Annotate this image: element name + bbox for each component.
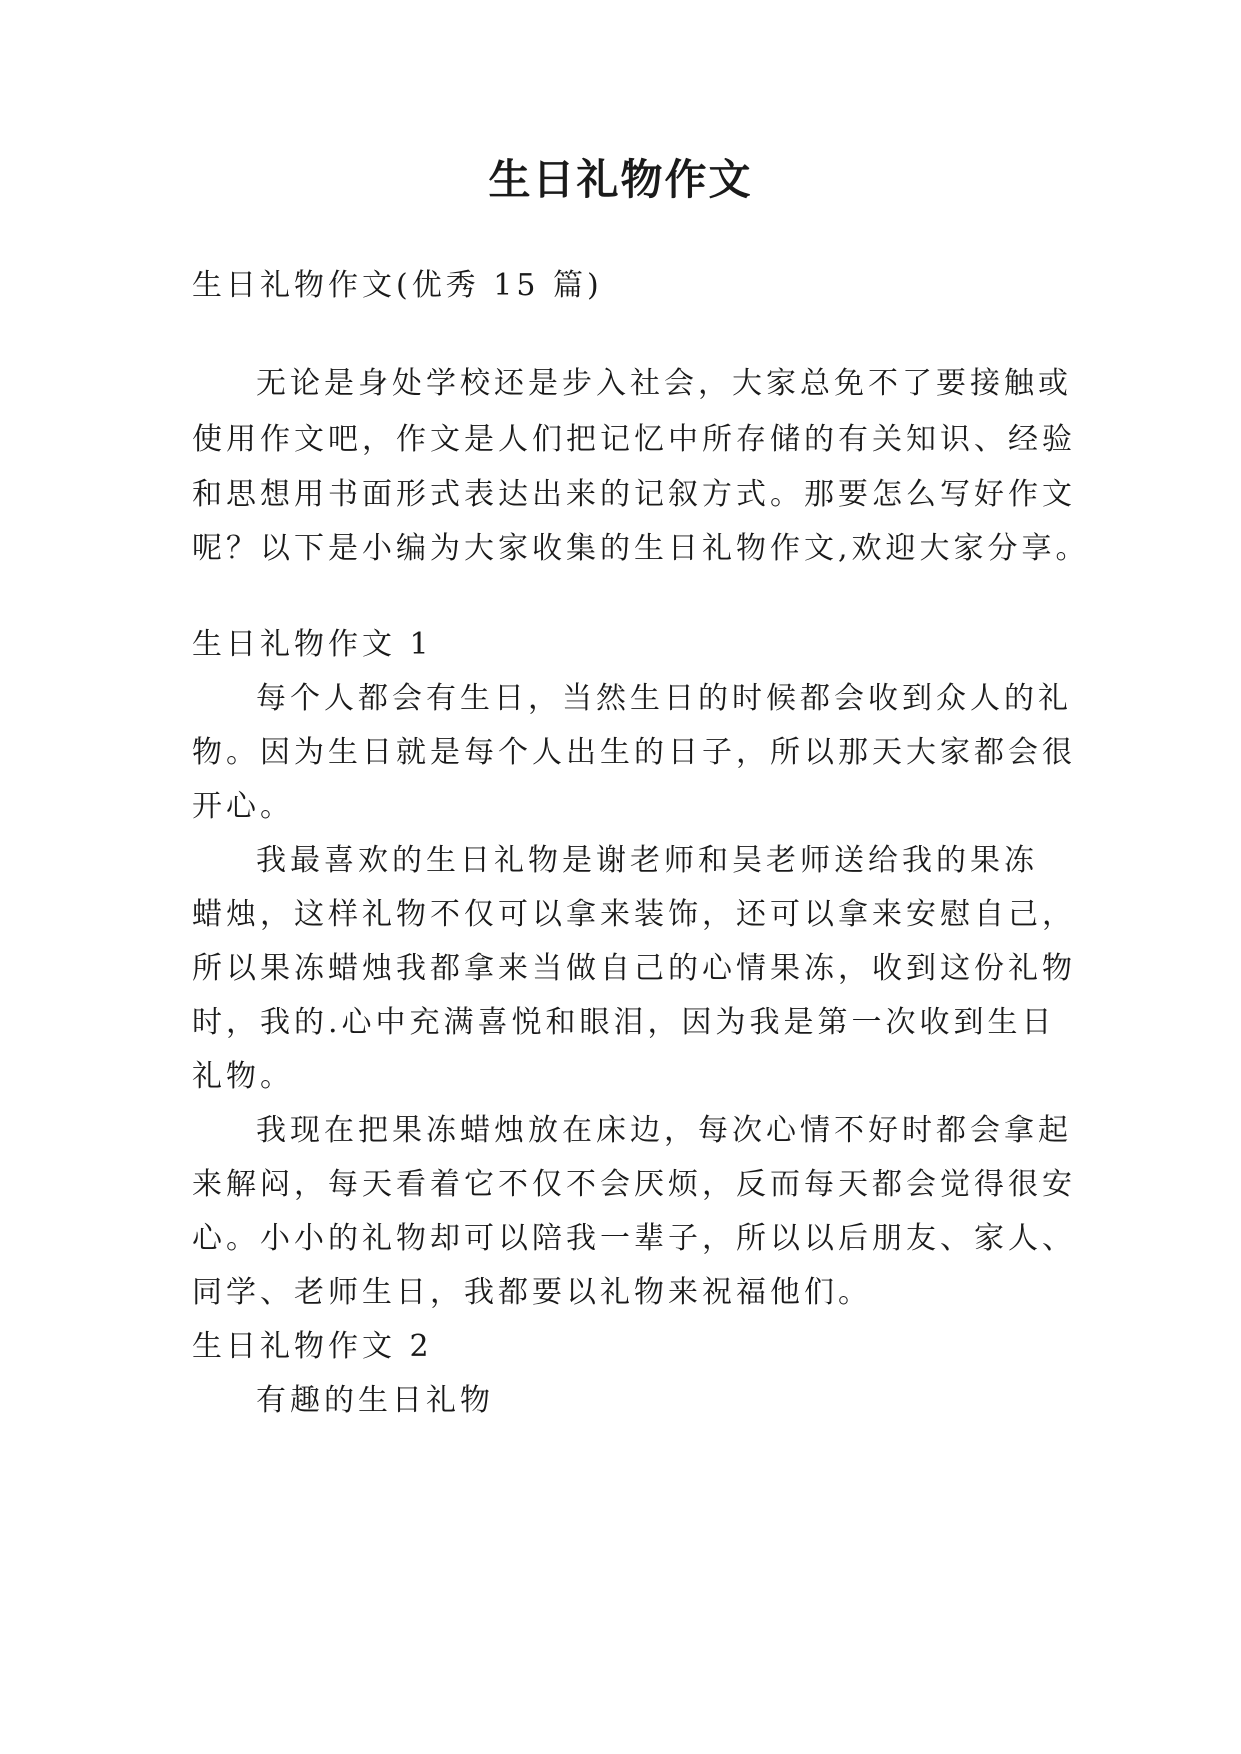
intro-line: 呢？以下是小编为大家收集的生日礼物作文,欢迎大家分享。	[192, 531, 1090, 566]
paragraph-line: 我现在把果冻蜡烛放在床边，每次心情不好时都会拿起	[256, 1113, 1072, 1148]
paragraph-line: 心。小小的礼物却可以陪我一辈子，所以以后朋友、家人、	[192, 1221, 1076, 1256]
paragraph-line: 蜡烛，这样礼物不仅可以拿来装饰，还可以拿来安慰自己，	[192, 897, 1076, 932]
paragraph-line: 来解闷，每天看着它不仅不会厌烦，反而每天都会觉得很安	[192, 1167, 1076, 1202]
paragraph-line: 物。因为生日就是每个人出生的日子，所以那天大家都会很	[192, 735, 1076, 770]
paragraph-line: 有趣的生日礼物	[256, 1383, 494, 1418]
document-title: 生日礼物作文	[488, 155, 753, 204]
document-subtitle: 生日礼物作文(优秀 15 篇)	[192, 268, 603, 303]
paragraph-line: 同学、老师生日，我都要以礼物来祝福他们。	[192, 1275, 872, 1310]
paragraph-line: 时，我的.心中充满喜悦和眼泪，因为我是第一次收到生日	[192, 1005, 1056, 1040]
paragraph-line: 礼物。	[192, 1059, 294, 1094]
section-heading: 生日礼物作文 2	[192, 1329, 433, 1364]
intro-line: 和思想用书面形式表达出来的记叙方式。那要怎么写好作文	[192, 477, 1076, 512]
paragraph-line: 我最喜欢的生日礼物是谢老师和吴老师送给我的果冻	[256, 843, 1038, 878]
intro-line: 使用作文吧，作文是人们把记忆中所存储的有关知识、经验	[192, 422, 1076, 457]
paragraph-line: 所以果冻蜡烛我都拿来当做自己的心情果冻，收到这份礼物	[192, 951, 1076, 986]
section-heading: 生日礼物作文 1	[192, 627, 433, 662]
intro-line: 无论是身处学校还是步入社会，大家总免不了要接触或	[256, 366, 1072, 401]
paragraph-line: 每个人都会有生日，当然生日的时候都会收到众人的礼	[256, 681, 1072, 716]
paragraph-line: 开心。	[192, 789, 294, 824]
